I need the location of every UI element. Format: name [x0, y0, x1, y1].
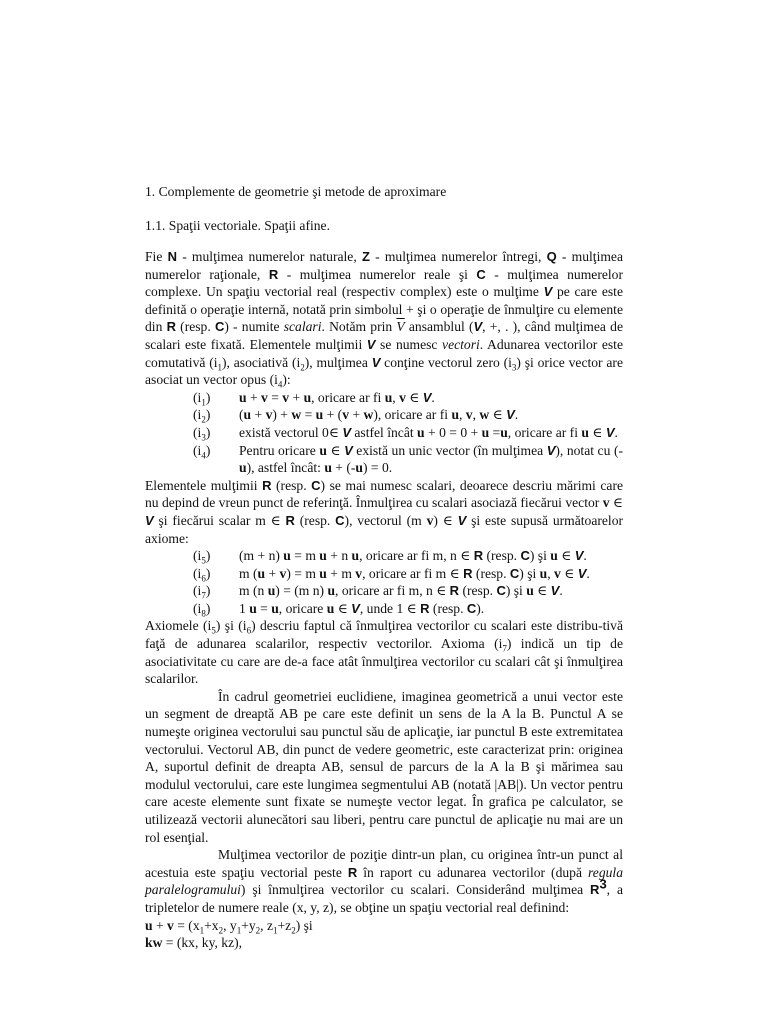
- text: ): [205, 600, 211, 616]
- text: + n: [326, 548, 352, 564]
- set-symbol: V: [550, 583, 560, 599]
- text: ,: [547, 565, 555, 581]
- text: ).: [476, 600, 485, 616]
- set-symbol: C: [520, 548, 530, 564]
- set-symbol: V: [506, 407, 515, 423]
- text: ∈: [609, 495, 623, 511]
- text: .: [559, 583, 563, 599]
- axiom-label: [193, 582, 210, 600]
- superscript: 3: [599, 876, 607, 892]
- text: +z: [277, 917, 292, 933]
- text: ) - numite: [224, 319, 284, 335]
- subscript: 7: [201, 591, 206, 601]
- plane-vectors-paragraph: [145, 846, 623, 916]
- text: ), notat cu (-: [555, 442, 623, 458]
- text: - mulţimea numerelor complexe. Un spaţiu vectorial real (respectiv complex) este o mulţime: [145, 266, 624, 300]
- axiom-label: [193, 600, 210, 618]
- vector: w: [291, 407, 302, 423]
- text: ) şi: [529, 548, 551, 564]
- vector: w: [363, 407, 374, 423]
- vector: w: [152, 935, 163, 951]
- chapter-title: 1. Complemente de geometrie şi metode de aproximare: [145, 184, 447, 199]
- text: ): [205, 583, 211, 599]
- text: , oricare ar fi m, n ∈: [335, 583, 450, 599]
- text: Axiomele (i: [145, 618, 212, 634]
- subscript: 2: [218, 925, 224, 936]
- text: ) indică un tip de asociativitate cu care are de-a face atât înmulţirea vectorilor cu scalari cât şi înmulţirea scalarilor.: [145, 636, 623, 687]
- text: şi fiecărui scalar m ∈: [153, 512, 286, 528]
- text: Elementele mulţimii: [145, 477, 263, 493]
- text: ), asociativă (i: [222, 354, 301, 370]
- vector: v: [279, 565, 287, 581]
- text: astfel încât: [350, 424, 418, 440]
- text: (i: [193, 407, 202, 423]
- axiom-label: [193, 565, 210, 583]
- vector: u: [239, 389, 247, 405]
- vector: u: [326, 600, 335, 616]
- axiom-label: [193, 442, 210, 460]
- set-symbol: V: [342, 424, 351, 440]
- text: , oricare ar fi: [507, 424, 582, 440]
- subscript: 4: [201, 450, 206, 461]
- subscript: 1: [217, 362, 223, 373]
- text: + (-: [331, 460, 356, 476]
- set-symbol: C: [214, 319, 225, 335]
- vector: u: [327, 583, 336, 599]
- subscript: 4: [277, 379, 283, 390]
- term-emphasis: vectori: [442, 336, 480, 352]
- text: =: [301, 407, 316, 423]
- text: =: [489, 424, 501, 440]
- vector: u: [417, 424, 425, 440]
- text: .: [614, 424, 618, 440]
- text: +: [251, 407, 266, 423]
- axiom-i3: [145, 424, 623, 442]
- text: există vectorul 0∈: [239, 424, 343, 440]
- text: se numesc: [375, 336, 443, 352]
- text: (resp.: [429, 600, 467, 616]
- formula-addition: [145, 917, 623, 935]
- vector: u: [581, 424, 589, 440]
- text: ), mulţimea: [304, 354, 372, 370]
- set-symbol: R: [420, 600, 430, 616]
- text: există un unic vector (în mulţimea: [352, 442, 547, 458]
- text: =: [256, 600, 272, 616]
- text: .: [586, 565, 590, 581]
- text: , z: [260, 917, 273, 933]
- vector: u: [303, 389, 312, 405]
- text: ∈: [560, 565, 578, 581]
- subscript: 1: [199, 925, 205, 936]
- vector: u: [271, 600, 279, 616]
- vector: v: [554, 565, 561, 581]
- text: ): [205, 407, 211, 423]
- text: (: [239, 407, 244, 423]
- text: = m: [290, 548, 320, 564]
- set-symbol: V: [543, 284, 553, 300]
- text: , oricare: [278, 600, 327, 616]
- vector: u: [355, 460, 363, 476]
- vector: u: [319, 565, 327, 581]
- set-symbol: $\overline{V}$: [396, 319, 405, 335]
- set-symbol: R: [590, 882, 600, 898]
- text: + (: [323, 407, 343, 423]
- axiom-i6: [145, 565, 623, 583]
- text: (i: [193, 565, 202, 581]
- text: ,: [392, 389, 400, 405]
- set-symbol: C: [466, 600, 477, 616]
- vector: w: [479, 407, 490, 423]
- set-symbol: V: [546, 442, 556, 458]
- axiom-i4: [145, 442, 623, 477]
- text: conţine vectorul zero (i: [380, 354, 512, 370]
- text: Mulţimea vectorilor de poziţie dintr-un plan, cu originea într-un punct al acestuia este spaţiu vectorial peste: [145, 847, 623, 880]
- text: ∈: [588, 424, 606, 440]
- vector: u: [500, 424, 508, 440]
- vector: v: [426, 512, 434, 528]
- term-emphasis: regula paralelogramului: [145, 864, 624, 898]
- text: (resp.: [472, 565, 510, 581]
- text: - mulţimea numerelor întregi,: [369, 249, 547, 264]
- vector: u: [249, 600, 257, 616]
- text: - mulţimea numerelor reale şi: [278, 266, 477, 282]
- vector: u: [315, 407, 324, 423]
- set-symbol: V: [574, 548, 584, 564]
- set-symbol: R: [268, 266, 279, 282]
- text: (i: [193, 424, 202, 440]
- vector: u: [550, 548, 558, 564]
- axioms-explanation-paragraph: [145, 617, 623, 687]
- text: ), astfel încât:: [246, 460, 325, 476]
- subscript: 1: [201, 397, 206, 408]
- text: +: [349, 407, 364, 423]
- set-symbol: C: [509, 565, 520, 581]
- subscript: 2: [201, 415, 206, 426]
- text: în raport cu adunarea vectorilor (după: [357, 864, 589, 880]
- text: ,: [459, 407, 466, 423]
- text: ): [205, 442, 211, 458]
- set-symbol: V: [605, 424, 615, 440]
- set-symbol: R: [473, 548, 484, 564]
- text: şi este supusă următoarelor axiome:: [145, 512, 624, 546]
- text: ):: [282, 372, 291, 388]
- text: ) şi: [505, 583, 527, 599]
- axiom-label: [193, 424, 210, 442]
- text: Pentru oricare: [239, 442, 320, 458]
- text: , oricare ar fi: [311, 389, 385, 405]
- axiom-i8: [145, 600, 623, 618]
- set-symbol: Q: [546, 249, 557, 264]
- text: (i: [193, 583, 202, 599]
- set-symbol: C: [335, 512, 345, 528]
- axiom-i2: [145, 406, 623, 424]
- text: (i: [193, 548, 202, 564]
- text: m (n: [239, 583, 268, 599]
- text: ) şi orice vector are asociat un vector opus (i: [145, 354, 623, 388]
- scalar: k: [145, 935, 153, 951]
- set-symbol: V: [344, 442, 353, 458]
- text: ) se mai numesc scalari, deoarece descriu mărimi care nu depind de vreun punct de referinţă. Înmulţirea cu scalari asociază fiecărui vector: [145, 477, 624, 511]
- text: ): [205, 565, 211, 581]
- vector: u: [257, 565, 266, 581]
- subscript: 2: [291, 925, 296, 936]
- axiom-label: [193, 547, 210, 565]
- text: ), vectorul (m: [344, 512, 427, 528]
- text: , oricare ar fi m ∈: [362, 565, 464, 581]
- text: +: [289, 389, 304, 405]
- set-symbol: C: [476, 266, 486, 282]
- text: (resp.: [459, 583, 497, 599]
- text: +: [265, 565, 280, 581]
- subscript: 5: [211, 626, 216, 637]
- text: ∈: [405, 389, 423, 405]
- vector: v: [602, 495, 610, 511]
- set-symbol: V: [473, 319, 483, 335]
- intro-paragraph: [145, 248, 623, 389]
- axiom-i5: [145, 547, 623, 565]
- vector: v: [342, 407, 350, 423]
- set-symbol: R: [166, 319, 176, 335]
- text: = (x: [173, 917, 200, 933]
- vector: v: [167, 917, 174, 933]
- text: .: [583, 548, 587, 564]
- set-symbol: R: [285, 512, 295, 528]
- text: ) = (m n): [275, 583, 328, 599]
- set-symbol: R: [347, 864, 358, 880]
- vector: u: [384, 389, 393, 405]
- set-symbol: V: [145, 512, 154, 528]
- text: , oricare ar fi m, n ∈: [359, 548, 474, 564]
- text: ) şi înmulţirea vectorilor cu scalari. Considerând mulţimea: [240, 882, 591, 898]
- text: (i: [193, 600, 202, 616]
- set-symbol: V: [422, 389, 432, 405]
- text: - mulţimea numerelor naturale,: [176, 249, 362, 264]
- vector: v: [465, 407, 473, 423]
- text: ) şi: [519, 565, 540, 581]
- set-symbol: V: [351, 600, 360, 616]
- set-symbol: V: [366, 336, 376, 352]
- scalars-paragraph: [145, 477, 623, 547]
- text: ∈: [557, 548, 575, 564]
- text: ) şi (i: [215, 618, 247, 634]
- set-symbol: C: [311, 477, 321, 493]
- text: , unde 1 ∈: [359, 600, 421, 616]
- text: ansamblul (: [404, 319, 474, 335]
- subscript: 2: [255, 925, 261, 936]
- text: +x: [204, 917, 219, 933]
- subscript: 7: [502, 643, 507, 654]
- text: ∈: [533, 583, 551, 599]
- vector: u: [267, 583, 276, 599]
- text: ): [205, 389, 211, 405]
- text: - mulţimea numerelor raţionale,: [145, 249, 623, 282]
- text: . Adunarea vectorilor este comutativă (i: [145, 336, 623, 370]
- vector: u: [319, 442, 327, 458]
- formula-scalar-multiplication: [145, 934, 623, 952]
- subscript: 6: [246, 626, 252, 637]
- vector: v: [282, 389, 290, 405]
- text: . Notăm prin: [321, 319, 397, 335]
- text: , +, . ), când mulţimea de scalari este fixată. Elementele mulţimii: [145, 319, 623, 352]
- body-text: [145, 248, 623, 952]
- axiom-label: [193, 406, 210, 424]
- text: 1: [239, 600, 250, 616]
- text: (resp.: [271, 477, 312, 493]
- set-symbol: C: [496, 583, 506, 599]
- text: ), oricare ar fi: [373, 407, 452, 423]
- text: .: [431, 389, 435, 405]
- vector: v: [261, 389, 268, 405]
- text: ) = m: [286, 565, 320, 581]
- vector: u: [451, 407, 459, 423]
- text: (resp.: [175, 319, 215, 335]
- subscript: 6: [201, 573, 206, 584]
- subscript: 2: [300, 362, 305, 373]
- vector: u: [319, 548, 327, 564]
- vector: u: [283, 548, 291, 564]
- section-title: 1.1. Spaţii vectoriale. Spaţii afine.: [145, 218, 330, 233]
- text: pe care este definită o operaţie internă, notată prin simbolul + şi o operaţie de înmulţire cu elemente din: [145, 284, 623, 335]
- subscript: 1: [236, 925, 242, 936]
- term-emphasis: scalari: [283, 319, 322, 335]
- vector: u: [481, 424, 490, 440]
- axiom-i7: [145, 582, 623, 600]
- set-symbol: R: [449, 583, 460, 599]
- set-symbol: R: [262, 477, 272, 493]
- vector: u: [539, 565, 548, 581]
- text: ) = 0.: [362, 460, 393, 476]
- text: ): [205, 548, 211, 564]
- subscript: 3: [511, 362, 517, 373]
- text: ) şi: [295, 917, 313, 933]
- vector: u: [324, 460, 332, 476]
- vector: u: [243, 407, 252, 423]
- set-symbol: V: [457, 512, 467, 528]
- vector: u: [145, 917, 153, 933]
- subscript: 3: [201, 432, 206, 443]
- text: = (kx, ky, kz),: [162, 935, 243, 951]
- text: (i: [193, 442, 202, 458]
- text: .: [514, 407, 519, 423]
- text: ) +: [272, 407, 292, 423]
- text: m (: [239, 565, 258, 581]
- vector: v: [355, 565, 363, 581]
- text: +: [246, 389, 262, 405]
- text: (resp.: [483, 548, 521, 564]
- vector: u: [351, 548, 360, 564]
- vector: v: [265, 407, 273, 423]
- vector: u: [526, 583, 534, 599]
- set-symbol: V: [371, 354, 381, 370]
- set-symbol: N: [167, 249, 177, 264]
- text: ∈: [334, 600, 352, 616]
- subscript: 5: [201, 555, 206, 566]
- axiom-label: [193, 389, 210, 407]
- vector: u: [239, 460, 247, 476]
- axiom-i1: [145, 389, 623, 407]
- text: ,: [472, 407, 480, 423]
- text: ∈: [489, 407, 507, 423]
- set-symbol: R: [463, 565, 473, 581]
- text: +y: [241, 917, 256, 933]
- text: (m + n): [239, 548, 284, 564]
- text: ): [205, 424, 211, 440]
- text: , a tripletelor de numere reale (x, y, z), se obţine un spaţiu vectorial real definind:: [145, 882, 623, 915]
- text: ) descriu faptul că înmulţirea vectorilor cu scalari este distribu-tivă faţă de adunarea scalarilor, respectiv vectorilor. Axioma (i: [145, 618, 623, 652]
- set-symbol: Z: [361, 249, 370, 264]
- text: + m: [326, 565, 356, 581]
- subscript: 1: [273, 925, 278, 936]
- text: +: [152, 917, 168, 933]
- text: , y: [223, 917, 237, 933]
- text: + 0 = 0 +: [424, 424, 482, 440]
- text: (i: [193, 389, 202, 405]
- text: ∈: [326, 442, 345, 458]
- subscript: 8: [201, 608, 206, 619]
- set-symbol: V: [577, 565, 587, 581]
- text: Fie: [145, 249, 168, 264]
- text: (resp.: [294, 512, 336, 528]
- vector: v: [399, 389, 406, 405]
- euclid-paragraph: În cadrul geometriei euclidiene, imaginea geometrică a unui vector este un segment de dreaptă AB pe care este definit un sens de la A la B. Punctul A se numeşte originea vectorului sau punctul său de aplicaţie, iar punctul B este extremitatea vectorului. Vectorul AB, din punct de vedere geometric, este caracterizat prin: originea A, suportul definit de dreapta AB, sensul de parcurs de la A la B şi mărimea sau modulul vectorului, care este lungimea segmentului AB (notată |AB|). Un vector pentru care aceste elemente sunt fixate se numeşte vector legat. În grafica pe calculator, se utilizează vectorii alunecători sau liberi, pentru care punctul de aplicaţie nu mai are un rol esenţial.: [145, 688, 623, 845]
- text: ) ∈: [433, 512, 458, 528]
- text: =: [267, 389, 283, 405]
